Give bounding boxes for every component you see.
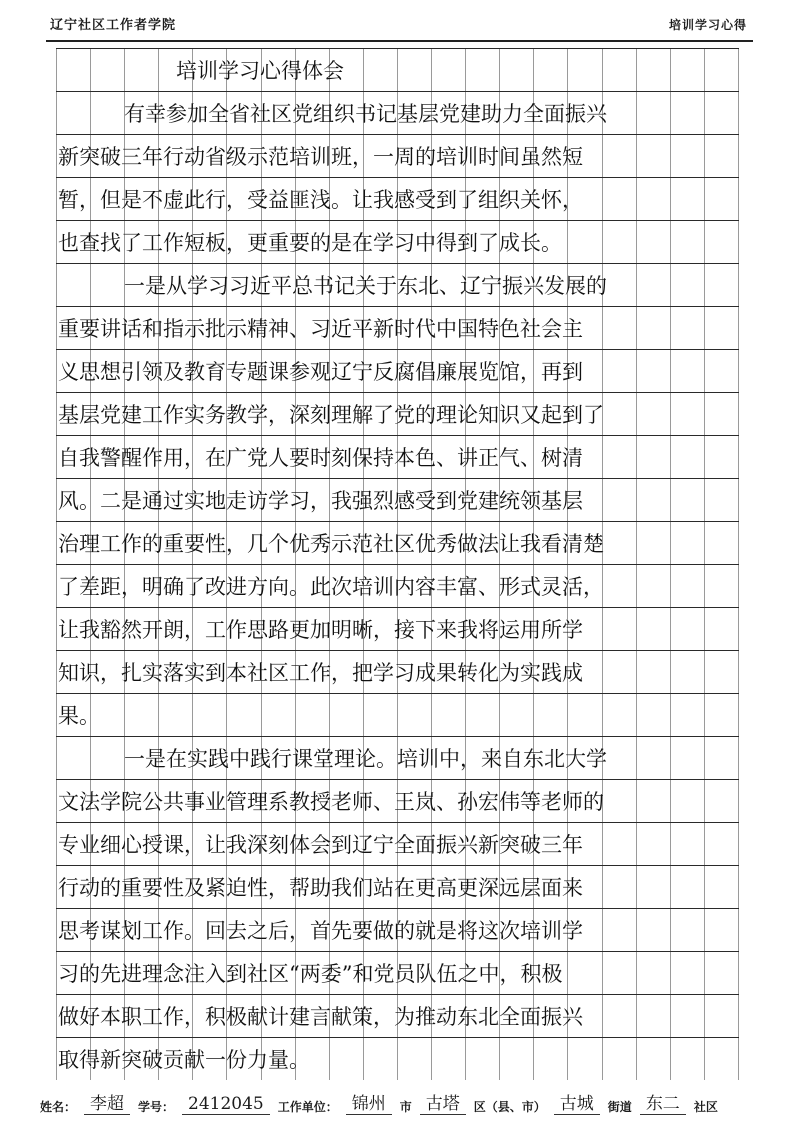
- text-row: [56, 650, 739, 692]
- text-line: 果。: [58, 704, 100, 728]
- name-value: 李超: [84, 1089, 130, 1115]
- text-row: [56, 263, 739, 305]
- line-text-wrap: [56, 92, 799, 134]
- text-line: 暂，但是不虚此行，受益匪浅。让我感受到了组织关怀，: [58, 188, 583, 212]
- text-row: [56, 306, 739, 348]
- text-line: 风。二是通过实地走访学习，我强烈感受到党建统领基层: [58, 489, 583, 513]
- text-row: [56, 736, 739, 778]
- text-line: 取得新突破贡献一份力量。: [58, 1048, 310, 1072]
- city-label: 市: [399, 1100, 412, 1114]
- line-text-wrap: [56, 49, 799, 91]
- text-row: [56, 865, 739, 907]
- text-line: 义思想引领及教育专题课参观辽宁反腐倡廉展览馆，再到: [58, 360, 583, 384]
- text-line: 一是在实践中践行课堂理论。培训中，来自东北大学: [124, 747, 607, 771]
- text-line: 做好本职工作，积极献计建言献策，为推动东北全面振兴: [58, 1005, 583, 1029]
- line-text-wrap: [56, 565, 741, 607]
- id-value: 2412045: [182, 1094, 270, 1115]
- text-row: [56, 349, 739, 391]
- line-text-wrap: [56, 436, 741, 478]
- text-line: 一是从学习习近平总书记关于东北、辽宁振兴发展的: [124, 274, 607, 298]
- text-line: 新突破三年行动省级示范培训班，一周的培训时间虽然短: [58, 145, 583, 169]
- text-row: [56, 908, 739, 950]
- text-line: 专业细心授课，让我深刻体会到辽宁全面振兴新突破三年: [58, 833, 583, 857]
- footer-info: [40, 1085, 760, 1115]
- text-line: 治理工作的重要性，几个优秀示范社区优秀做法让我看清楚: [58, 532, 604, 556]
- text-line: 知识，扎实落实到本社区工作，把学习成果转化为实践成: [58, 661, 583, 685]
- line-text-wrap: [56, 780, 741, 822]
- text-line: 让我豁然开朗，工作思路更加明晰，接下来我将运用所学: [58, 618, 583, 642]
- text-line: 文法学院公共事业管理系教授老师、王岚、孙宏伟等老师的: [58, 790, 604, 814]
- text-row: [56, 951, 739, 993]
- text-row: [56, 564, 739, 606]
- text-row: [56, 607, 739, 649]
- line-text-wrap: [56, 479, 741, 521]
- line-text-wrap: [56, 694, 741, 736]
- header-rule: [46, 40, 753, 42]
- line-text-wrap: [56, 866, 741, 908]
- line-text-wrap: [56, 221, 741, 263]
- text-line: 思考谋划工作。回去之后，首先要做的就是将这次培训学: [58, 919, 583, 943]
- text-row: [56, 177, 739, 219]
- text-row: [56, 435, 739, 477]
- street-label: 街道: [607, 1100, 632, 1114]
- line-text-wrap: [56, 178, 741, 220]
- district-label: 区（县、市）: [473, 1100, 546, 1114]
- line-text-wrap: [56, 1038, 741, 1080]
- grid-rows: [56, 48, 739, 1080]
- id-label: 学号：: [138, 1100, 175, 1114]
- city-value: 锦州: [346, 1089, 392, 1115]
- line-text-wrap: [56, 651, 741, 693]
- text-line: 习的先进理念注入到社区“两委”和党员队伍之中，积极: [58, 962, 563, 986]
- text-row: [56, 91, 739, 133]
- community-label: 社区: [693, 1100, 718, 1114]
- line-text-wrap: [56, 608, 741, 650]
- text-row: [56, 1037, 739, 1079]
- text-line: 有幸参加全省社区党组织书记基层党建助力全面振兴: [124, 102, 607, 126]
- line-text-wrap: [56, 393, 741, 435]
- text-row: [56, 779, 739, 821]
- district-value: 古塔: [420, 1089, 466, 1115]
- text-row: [56, 478, 739, 520]
- text-line: 行动的重要性及紧迫性，帮助我们站在更高更深远层面来: [58, 876, 583, 900]
- title-row: [56, 48, 739, 90]
- street-value: 古城: [554, 1089, 600, 1115]
- header-doc-type: 培训学习心得: [668, 18, 747, 32]
- line-text-wrap: [56, 522, 741, 564]
- line-text-wrap: [56, 909, 741, 951]
- writing-grid-sheet: [56, 48, 739, 1080]
- text-line: 也查找了工作短板，更重要的是在学习中得到了成长。: [58, 231, 562, 255]
- unit-label: 工作单位：: [277, 1100, 338, 1114]
- page-title: 培训学习心得体会: [176, 59, 344, 83]
- line-text-wrap: [56, 823, 741, 865]
- text-row: [56, 392, 739, 434]
- text-row: [56, 134, 739, 176]
- text-row: [56, 994, 739, 1036]
- text-line: 自我警醒作用，在广党人要时刻保持本色、讲正气、树清: [58, 446, 583, 470]
- text-line: 了差距，明确了改进方向。此次培训内容丰富、形式灵活，: [58, 575, 604, 599]
- text-row: [56, 220, 739, 262]
- line-text-wrap: [56, 135, 741, 177]
- text-line: 重要讲话和指示批示精神、习近平新时代中国特色社会主: [58, 317, 583, 341]
- line-text-wrap: [56, 995, 741, 1037]
- text-row: [56, 521, 739, 563]
- line-text-wrap: [56, 264, 799, 306]
- text-row: [56, 822, 739, 864]
- text-line: 基层党建工作实务教学，深刻理解了党的理论知识又起到了: [58, 403, 604, 427]
- community-value: 东二: [640, 1089, 686, 1115]
- text-row: [56, 693, 739, 735]
- line-text-wrap: [56, 350, 741, 392]
- line-text-wrap: [56, 737, 799, 779]
- name-label: 姓名：: [40, 1100, 77, 1114]
- line-text-wrap: [56, 307, 741, 349]
- header-institution: 辽宁社区工作者学院: [50, 18, 177, 33]
- line-text-wrap: [56, 952, 741, 994]
